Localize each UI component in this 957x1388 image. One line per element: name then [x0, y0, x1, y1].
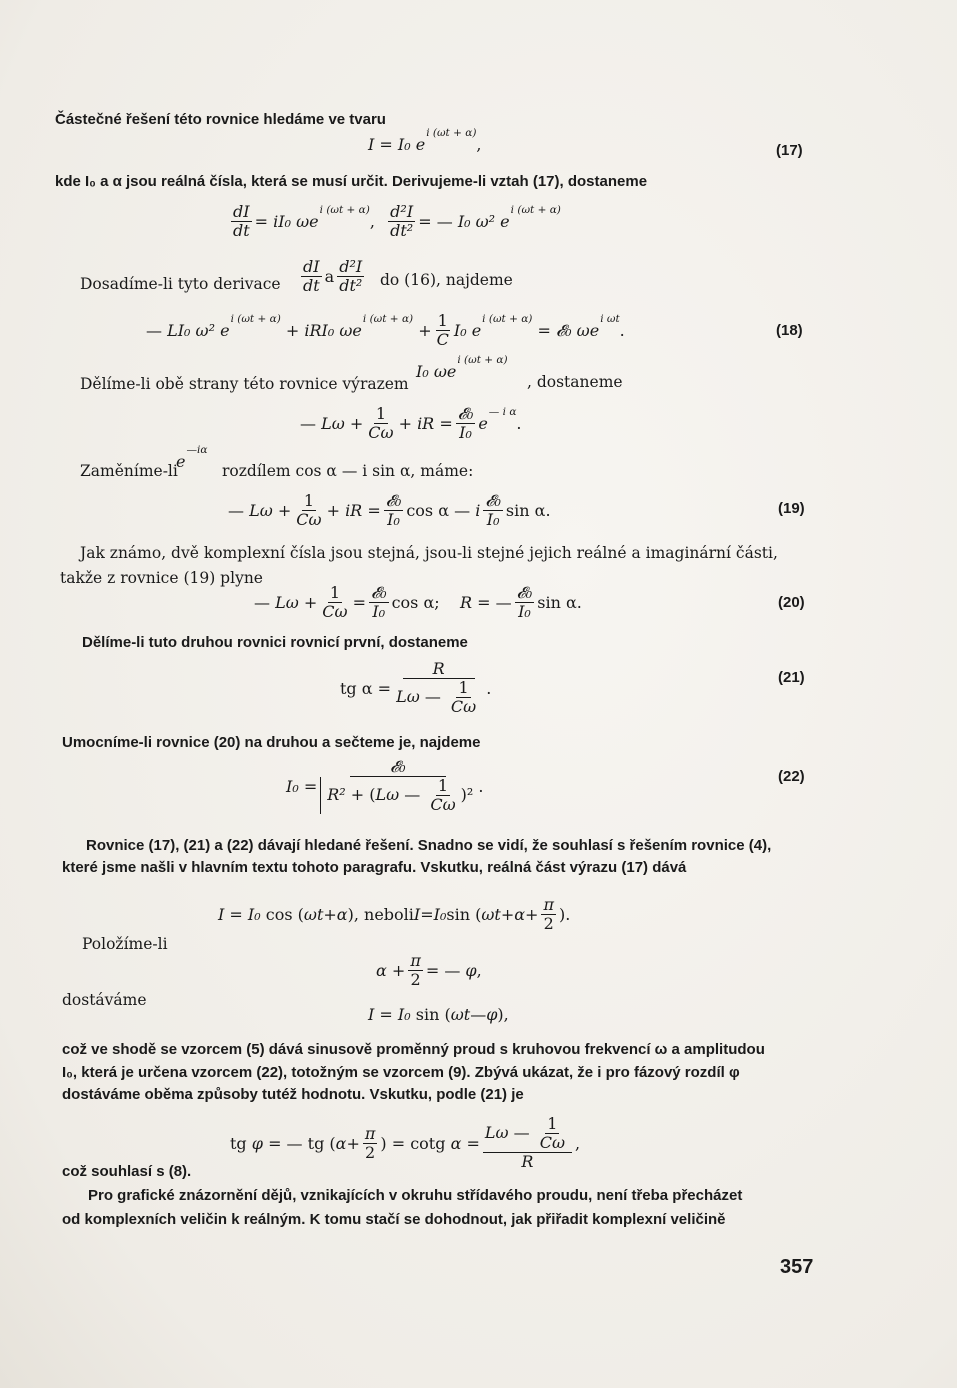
text-line: I₀, která je určena vzorcem (22), totožným se vzorcem (9). Zbývá ukázat, že i pro fázový rozdíl φ [62, 1064, 740, 1081]
text-line: dostáváme oběma způsoby tutéž hodnotu. Vskutku, podle (21) je [62, 1086, 524, 1103]
inline-expression: e —iα [176, 443, 208, 471]
inline-expression: I₀ ωe i (ωt + α) [416, 353, 508, 381]
text-line: Dělíme-li obě strany této rovnice výrazem [80, 375, 409, 393]
equation-18: — LI₀ ω² e i (ωt + α) + iRI₀ ωe i (ωt + α) + $\frac{1}{C}$ I₀ e i (ωt + α) = 𝓔₀ ωe i ωt . [146, 311, 625, 349]
text-line: do (16), najdeme [380, 271, 513, 289]
equation-number: (22) [778, 768, 805, 785]
text-line: rozdílem cos α — i sin α, máme: [222, 462, 474, 480]
text-line: což ve shodě se vzorcem (5) dává sinusově proměnný proud s kruhovou frekvencí ω a amplitudou [62, 1041, 765, 1058]
text-line: takže z rovnice (19) plyne [60, 569, 263, 587]
equation-number: (19) [778, 500, 805, 517]
equation-number: (18) [776, 322, 803, 339]
text-line: Částečné řešení této rovnice hledáme ve tvaru [55, 111, 386, 128]
equation-20: — Lω + $\frac{1}{C\omega}$ = $\frac{\text{𝓔₀}}{\text{I₀}}$ cos α; R = — $\frac{\text{𝓔₀}}{\text{I₀}}$ sin α. [254, 583, 582, 621]
text-line: Zaměníme-li [80, 462, 178, 480]
equation-number: (21) [778, 669, 805, 686]
equation-derivatives: $\frac{dI}{dt}$ = iI₀ ωe i (ωt + α) , $\frac{\text{d²I}}{\text{dt²}}$ = — I₀ ω² e i (ωt + α) [233, 202, 561, 240]
equation-number: (17) [776, 142, 803, 159]
equation-current: I = I₀ sin ( ωt — φ ), [368, 1005, 509, 1024]
equation-22: I₀ = 𝓔₀ R² + (Lω — $\frac{1}{C\omega}$ )² . [286, 757, 484, 814]
equation-17: I = I₀ e i (ωt + α) , [368, 126, 482, 154]
text-line: což souhlasí s (8). [62, 1163, 192, 1180]
equation-divided: — Lω + $\frac{1}{C\omega}$ + iR = $\frac{\text{𝓔₀}}{\text{I₀}}$ e — i α . [300, 404, 522, 442]
text-line: Pro grafické znázornění dějů, vznikajících v okruhu střídavého proudu, není třeba přecházet [88, 1187, 743, 1204]
equation-21: tg α = R Lω — $\frac{1}{C\omega}$ . [340, 659, 492, 716]
equation-tg-phi: tg φ = — tg ( α + $\frac{\pi}{2}$ ) = cotg α = Lω — $\frac{1}{C\omega}$ R , [230, 1114, 581, 1171]
equation-phase: α + $\frac{\pi}{2}$ = — φ , [376, 951, 482, 989]
text-line: od komplexních veličin k reálným. K tomu stačí se dohodnout, jak přiřadit komplexní veličině [62, 1211, 726, 1228]
text-line: Dosadíme-li tyto derivace [80, 275, 281, 293]
text-line: kde I₀ a α jsou reálná čísla, která se musí určit. Derivujeme-li vztah (17), dostaneme [55, 173, 648, 190]
text-line: , dostaneme [527, 373, 623, 391]
text-line: Jak známo, dvě komplexní čísla jsou stejná, jsou-li stejné jejich reálné a imaginární části, [80, 544, 778, 562]
text-line: Rovnice (17), (21) a (22) dávají hledané řešení. Snadno se vidí, že souhlasí s řešením rovnice (4), [86, 837, 772, 854]
text-line: Položíme-li [82, 935, 168, 953]
inline-fraction: $\frac{dI}{dt}$ a $\frac{\text{d²I}}{\text{dt²}}$ [303, 257, 363, 295]
text-line: dostáváme [62, 991, 147, 1009]
equation-number: (20) [778, 594, 805, 611]
text-line: které jsme našli v hlavním textu tohoto paragrafu. Vskutku, reálná část výrazu (17) dává [62, 859, 687, 876]
text-line: Dělíme-li tuto druhou rovnici rovnicí první, dostaneme [82, 634, 468, 651]
equation-real-part: I = I₀ cos ( ωt + α ), neboli I = I₀ sin ( ωt + α + $\frac{\pi}{2}$ ). [218, 895, 571, 933]
equation-19: — Lω + $\frac{1}{C\omega}$ + iR = $\frac{\text{𝓔₀}}{\text{I₀}}$ cos α — i $\frac{\text{𝓔₀}}{\text{I₀}}$ sin α. [228, 491, 551, 529]
text-line: Umocníme-li rovnice (20) na druhou a sečteme je, najdeme [62, 734, 481, 751]
page-number: 357 [780, 1256, 814, 1278]
